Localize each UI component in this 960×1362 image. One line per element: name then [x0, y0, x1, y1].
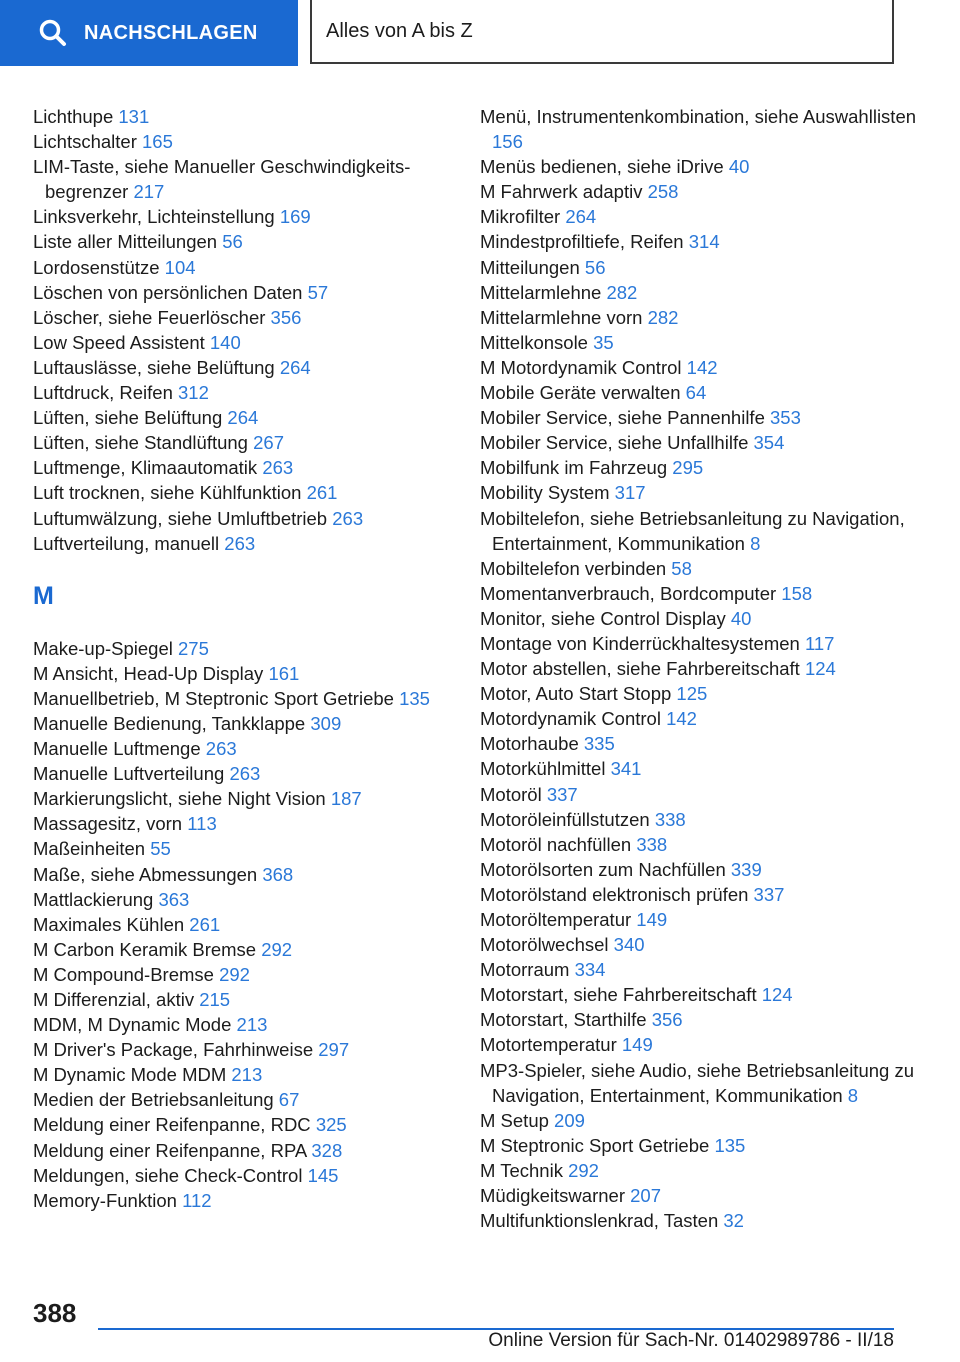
page-reference-link[interactable]: 325	[315, 1114, 347, 1136]
page-reference-link[interactable]: 295	[672, 457, 704, 479]
page-reference-link[interactable]: 156	[492, 131, 523, 153]
index-entry	[480, 631, 920, 656]
index-entry-term: Liste aller Mitteilungen	[33, 231, 218, 253]
index-entry	[480, 430, 920, 455]
index-entry	[33, 430, 453, 455]
page-reference-link[interactable]: 207	[630, 1185, 661, 1207]
index-entry	[480, 280, 920, 305]
index-entry	[480, 556, 920, 581]
index-entry-term: Memory-Funktion	[33, 1189, 177, 1211]
index-entry-term: Motorhaube	[480, 733, 579, 755]
page-reference-link[interactable]: 58	[671, 557, 692, 579]
index-entry	[480, 857, 920, 882]
page-reference-link[interactable]: 215	[199, 989, 231, 1010]
index-entry-term: Meldung einer Reifenpanne, RDC	[33, 1114, 311, 1136]
index-entry-term: M Ansicht, Head-Up Display	[33, 662, 264, 684]
index-entry-term: Menü, Instrumentenkombination, siehe Auswahllisten	[480, 106, 917, 127]
index-entry	[480, 1058, 920, 1108]
index-entry-term: Momentanverbrauch, Bordcomputer	[480, 582, 777, 604]
index-entry-term: Meldung einer Reifenpanne, RPA	[33, 1139, 307, 1161]
page-reference-link[interactable]: 56	[584, 256, 606, 278]
page-reference-link[interactable]: 209	[554, 1109, 585, 1131]
index-entry-term: MP3-Spieler, siehe Audio, siehe Betriebsanleitung zu Navigation, Entertainment, Kommunikation	[480, 1059, 914, 1106]
page-reference-link[interactable]: 337	[753, 883, 785, 905]
page-reference-link[interactable]: 56	[222, 231, 243, 253]
index-entry	[480, 255, 920, 280]
page-reference-link[interactable]: 149	[621, 1034, 653, 1056]
index-entry	[33, 686, 453, 711]
index-entry	[480, 179, 920, 204]
page-reference-link[interactable]: 32	[723, 1210, 744, 1232]
page-reference-link[interactable]: 213	[231, 1064, 263, 1086]
index-entry-term: Mobiltelefon, siehe Betriebsanleitung zu Navigation, Entertainment, Kommunikation	[480, 507, 905, 554]
index-entry	[33, 1188, 453, 1213]
page-reference-link[interactable]: 124	[761, 984, 793, 1006]
page-reference-link[interactable]: 258	[647, 181, 679, 203]
index-entry	[33, 1012, 453, 1037]
page-reference-link[interactable]: 282	[647, 306, 679, 328]
index-entry	[480, 782, 920, 807]
index-entry	[33, 711, 453, 736]
index-entry-term: M Fahrwerk adaptiv	[480, 181, 643, 203]
page-reference-link[interactable]: 213	[236, 1014, 268, 1036]
index-entry	[480, 982, 920, 1007]
page-reference-link[interactable]: 8	[847, 1084, 859, 1106]
index-entry	[480, 907, 920, 932]
index-column-left	[33, 104, 453, 1213]
page-reference-link[interactable]: 341	[610, 758, 642, 780]
page-reference-link[interactable]: 40	[730, 607, 752, 629]
page-reference-link[interactable]: 263	[332, 507, 364, 529]
page-reference-link[interactable]: 282	[606, 281, 638, 303]
index-entry	[33, 405, 453, 430]
index-entry	[480, 606, 920, 631]
page-reference-link[interactable]: 135	[399, 687, 430, 709]
page-reference-link[interactable]: 135	[714, 1134, 746, 1156]
index-entry-term: M Compound-Bremse	[33, 963, 214, 985]
tab-nachschlagen[interactable]	[0, 0, 298, 66]
index-entry-term: Mittelarmlehne	[480, 281, 602, 303]
index-entry-term: Mobility System	[480, 482, 610, 504]
page-reference-link[interactable]: 140	[209, 331, 241, 353]
page-reference-link[interactable]: 338	[654, 808, 686, 830]
index-entry	[480, 681, 920, 706]
page-reference-link[interactable]: 363	[158, 888, 190, 910]
page-reference-link[interactable]: 292	[219, 963, 250, 985]
page-reference-link[interactable]: 264	[279, 356, 311, 378]
page-reference-link[interactable]: 64	[685, 382, 707, 404]
index-entry-term: Müdigkeitswarner	[480, 1185, 625, 1207]
index-entry	[33, 836, 453, 861]
index-list-m	[33, 636, 453, 1213]
page-reference-link[interactable]: 292	[568, 1159, 599, 1181]
index-entry-term: Luftmenge, Klimaautomatik	[33, 457, 258, 479]
index-entry	[480, 706, 920, 731]
index-entry-term: Luftumwälzung, siehe Umluftbetrieb	[33, 507, 328, 529]
page-reference-link[interactable]: 8	[750, 532, 761, 554]
tab-alles-von-a-bis-z-label: Alles von A bis Z	[326, 19, 473, 42]
index-entry	[33, 104, 453, 129]
index-list-l	[33, 104, 453, 556]
index-entry-term: Meldungen, siehe Check-Control	[33, 1164, 303, 1186]
index-entry-term: Lichtschalter	[33, 131, 137, 153]
page-reference-link[interactable]: 161	[268, 662, 300, 684]
index-entry-term: Motorkühlmittel	[480, 758, 606, 780]
index-entry-term: M Carbon Keramik Bremse	[33, 938, 257, 960]
page-reference-link[interactable]: 158	[781, 582, 813, 604]
index-entry-term: Lüften, siehe Belüftung	[33, 407, 223, 429]
index-entry-term: Motor, Auto Start Stopp	[480, 683, 672, 705]
index-entry	[33, 531, 453, 556]
index-entry-term: Mitteilungen	[480, 256, 580, 278]
index-entry-term: Motorstart, siehe Fahrbereitschaft	[480, 984, 757, 1006]
index-entry	[480, 204, 920, 229]
index-entry-term: Mobilfunk im Fahrzeug	[480, 457, 668, 479]
index-entry	[33, 480, 453, 505]
index-entry-term: LIM-Taste, siehe Manueller Geschwindigkeitsbegrenzer	[33, 156, 411, 203]
index-entry	[480, 756, 920, 781]
index-entry-term: Lordosenstütze	[33, 256, 160, 278]
page-reference-link[interactable]: 334	[574, 959, 606, 981]
index-entry-term: Motortemperatur	[480, 1034, 617, 1056]
page-reference-link[interactable]: 338	[636, 833, 668, 855]
page-reference-link[interactable]: 169	[279, 206, 311, 228]
index-entry	[33, 811, 453, 836]
index-entry-term: Manuelle Luftmenge	[33, 738, 201, 760]
index-entry	[33, 330, 453, 355]
page-reference-link[interactable]: 104	[164, 256, 196, 278]
index-entry-term: Motorölwechsel	[480, 934, 609, 956]
page-reference-link[interactable]: 292	[261, 938, 293, 960]
page-reference-link[interactable]: 217	[133, 181, 165, 203]
index-entry	[33, 380, 453, 405]
index-entry-term: Motorölstand elektronisch prüfen	[480, 883, 749, 905]
page-reference-link[interactable]: 67	[278, 1089, 300, 1111]
index-entry-term: M Motordynamik Control	[480, 356, 682, 378]
index-entry-term: Löschen von persönlichen Daten	[33, 281, 303, 303]
page-reference-link[interactable]: 356	[270, 306, 302, 328]
index-entry-term: Mindestprofiltiefe, Reifen	[480, 231, 684, 253]
index-entry-term: Motor abstellen, siehe Fahrbereitschaft	[480, 658, 800, 680]
page-reference-link[interactable]: 263	[229, 763, 261, 785]
index-entry	[480, 1183, 920, 1208]
index-entry	[33, 154, 453, 204]
index-entry	[480, 355, 920, 380]
index-entry-term: Monitor, siehe Control Display	[480, 607, 726, 629]
index-entry-term: Manuelle Bedienung, Tankklappe	[33, 712, 306, 734]
index-entry-term: Motorölsorten zum Nachfüllen	[480, 858, 726, 880]
page-reference-link[interactable]: 339	[730, 858, 762, 880]
index-entry-term: Mobiler Service, siehe Unfallhilfe	[480, 432, 749, 454]
index-entry-term: Maße, siehe Abmessungen	[33, 863, 258, 885]
index-entry-term: Medien der Betriebsanleitung	[33, 1089, 274, 1111]
index-entry-term: Luftdruck, Reifen	[33, 382, 173, 404]
page-reference-link[interactable]: 263	[205, 738, 237, 760]
index-entry-term: Manuellbetrieb, M Steptronic Sport Getriebe	[33, 687, 394, 709]
index-entry-term: Mobiltelefon verbinden	[480, 557, 667, 579]
page-reference-link[interactable]: 117	[804, 632, 835, 654]
index-entry-term: Mittelkonsole	[480, 331, 588, 353]
index-entry	[33, 862, 453, 887]
search-icon	[38, 18, 68, 48]
index-entry-term: Motoröl nachfüllen	[480, 833, 632, 855]
index-entry	[480, 1133, 920, 1158]
index-entry	[33, 661, 453, 686]
header	[0, 0, 960, 66]
index-entry-term: Manuelle Luftverteilung	[33, 763, 225, 785]
index-entry	[480, 932, 920, 957]
index-entry-term: Maßeinheiten	[33, 838, 146, 860]
index-entry-term: M Steptronic Sport Getriebe	[480, 1134, 710, 1156]
index-entry	[33, 506, 453, 531]
page-reference-link[interactable]: 149	[636, 909, 668, 930]
index-entry	[33, 1062, 453, 1087]
page-reference-link[interactable]: 35	[593, 331, 614, 353]
index-entry-term: M Differenzial, aktiv	[33, 989, 195, 1010]
index-entry-term: Mikrofilter	[480, 206, 561, 228]
index-entry	[480, 104, 920, 154]
index-entry-term: Mattlackierung	[33, 888, 154, 910]
index-entry	[33, 204, 453, 229]
page-reference-link[interactable]: 337	[546, 783, 578, 805]
page-reference-link[interactable]: 314	[688, 231, 720, 253]
index-entry	[480, 581, 920, 606]
index-entry-term: Make-up-Spiegel	[33, 637, 173, 659]
index-entry	[480, 405, 920, 430]
index-entry	[480, 154, 920, 179]
page-reference-link[interactable]: 356	[651, 1009, 683, 1031]
index-entry-term: Mittelarmlehne vorn	[480, 306, 643, 328]
page-reference-link[interactable]: 263	[224, 532, 256, 554]
page-reference-link[interactable]: 55	[150, 838, 171, 860]
index-entry	[33, 1087, 453, 1112]
page-reference-link[interactable]: 142	[686, 356, 718, 378]
index-entry	[33, 636, 453, 661]
page-reference-link[interactable]: 187	[330, 788, 362, 810]
page-reference-link[interactable]: 263	[262, 457, 294, 479]
index-entry-term: Maximales Kühlen	[33, 913, 185, 935]
index-entry	[33, 229, 453, 254]
index-entry-term: Löscher, siehe Feuerlöscher	[33, 306, 266, 328]
page-reference-link[interactable]: 267	[253, 432, 284, 454]
page-reference-link[interactable]: 354	[753, 432, 785, 454]
index-entry	[480, 330, 920, 355]
index-entry	[33, 129, 453, 154]
page-reference-link[interactable]: 261	[306, 482, 338, 504]
tab-nachschlagen-label: NACHSCHLAGEN	[84, 21, 258, 44]
section-letter: M	[33, 581, 54, 610]
index-entry-term: Lüften, siehe Standlüftung	[33, 432, 248, 454]
index-entry	[480, 656, 920, 681]
page-reference-link[interactable]: 57	[307, 281, 329, 303]
index-entry-term: Multifunktionslenkrad, Tasten	[480, 1210, 719, 1232]
index-entry	[33, 1037, 453, 1062]
index-entry-term: M Setup	[480, 1109, 549, 1131]
index-entry-term: Menüs bedienen, siehe iDrive	[480, 156, 724, 178]
index-entry-term: Motoröl	[480, 783, 542, 805]
index-entry-term: M Driver's Package, Fahrhinweise	[33, 1039, 314, 1061]
index-entry-term: Motorraum	[480, 959, 570, 981]
index-entry-term: Luft trocknen, siehe Kühlfunktion	[33, 482, 302, 504]
index-entry	[480, 807, 920, 832]
index-entry-term: Massagesitz, vorn	[33, 813, 183, 835]
page-reference-link[interactable]: 145	[307, 1164, 339, 1186]
index-entry	[480, 832, 920, 857]
page-reference-link[interactable]: 275	[178, 637, 209, 659]
page-reference-link[interactable]: 261	[189, 913, 221, 935]
online-version-note: Online Version für Sach-Nr. 01402989786 - II/18	[488, 1330, 894, 1351]
index-entry	[480, 506, 920, 556]
index-entry	[480, 1158, 920, 1183]
page-reference-link[interactable]: 368	[262, 863, 294, 885]
page-reference-link[interactable]: 309	[310, 712, 342, 734]
index-entry-term: M Dynamic Mode MDM	[33, 1064, 227, 1086]
page-reference-link[interactable]: 264	[227, 407, 259, 429]
index-entry-term: Montage von Kinderrückhaltesystemen	[480, 632, 800, 654]
index-entry	[480, 380, 920, 405]
page-reference-link[interactable]: 335	[583, 733, 615, 755]
index-entry	[480, 480, 920, 505]
index-entry	[480, 455, 920, 480]
index-entry	[480, 1007, 920, 1032]
index-entry	[33, 786, 453, 811]
index-entry	[480, 957, 920, 982]
index-entry	[33, 987, 453, 1012]
index-entry	[33, 1163, 453, 1188]
index-entry-term: Motoröleinfüllstutzen	[480, 808, 650, 830]
index-entry-term: Mobile Geräte verwalten	[480, 382, 681, 404]
page-reference-link[interactable]: 124	[804, 658, 836, 680]
index-entry	[480, 1032, 920, 1057]
index-entry	[33, 305, 453, 330]
index-entry	[33, 912, 453, 937]
index-entry	[480, 882, 920, 907]
index-entry	[33, 761, 453, 786]
index-entry	[33, 937, 453, 962]
index-entry	[480, 731, 920, 756]
index-entry	[33, 455, 453, 480]
page-reference-link[interactable]: 125	[676, 683, 708, 705]
page-reference-link[interactable]: 297	[318, 1039, 350, 1061]
index-entry-term: M Technik	[480, 1159, 563, 1181]
page-reference-link[interactable]: 40	[728, 156, 750, 178]
index-entry	[33, 736, 453, 761]
page-reference-link[interactable]: 340	[613, 934, 645, 956]
index-entry-term: Low Speed Assistent	[33, 331, 205, 353]
page-reference-link[interactable]: 312	[178, 382, 209, 404]
index-entry-term: Luftauslässe, siehe Belüftung	[33, 356, 275, 378]
page-reference-link[interactable]: 317	[614, 482, 646, 504]
page-reference-link[interactable]: 328	[311, 1139, 343, 1161]
page-number: 388	[33, 1298, 77, 1328]
index-entry-term: MDM, M Dynamic Mode	[33, 1014, 232, 1036]
index-entry	[33, 255, 453, 280]
index-entry	[480, 1208, 920, 1233]
index-list-m-continued	[480, 104, 920, 1233]
index-entry	[33, 1138, 453, 1163]
index-entry	[33, 1112, 453, 1137]
page-reference-link[interactable]: 142	[666, 708, 697, 730]
index-entry	[480, 1108, 920, 1133]
page-reference-link[interactable]: 113	[187, 813, 217, 835]
index-entry-term: Motoröltemperatur	[480, 909, 632, 930]
index-entry	[480, 305, 920, 330]
page-reference-link[interactable]: 131	[118, 106, 150, 127]
tab-alles-von-a-bis-z[interactable]	[310, 0, 894, 64]
index-column-right	[480, 104, 920, 1233]
index-entry	[480, 229, 920, 254]
page-reference-link[interactable]: 264	[565, 206, 597, 228]
index-entry	[33, 887, 453, 912]
page-reference-link[interactable]: 112	[182, 1189, 212, 1211]
index-entry-term: Luftverteilung, manuell	[33, 532, 220, 554]
index-entry	[33, 355, 453, 380]
index-entry-term: Mobiler Service, siehe Pannenhilfe	[480, 407, 765, 429]
page-reference-link[interactable]: 353	[770, 407, 801, 429]
index-entry-term: Markierungslicht, siehe Night Vision	[33, 788, 326, 810]
index-entry	[33, 962, 453, 987]
index-entry-term: Linksverkehr, Lichteinstellung	[33, 206, 275, 228]
index-entry-term: Lichthupe	[33, 106, 114, 127]
index-entry	[33, 280, 453, 305]
index-entry-term: Motordynamik Control	[480, 708, 661, 730]
page-reference-link[interactable]: 165	[142, 131, 173, 153]
index-entry-term: Motorstart, Starthilfe	[480, 1009, 647, 1031]
